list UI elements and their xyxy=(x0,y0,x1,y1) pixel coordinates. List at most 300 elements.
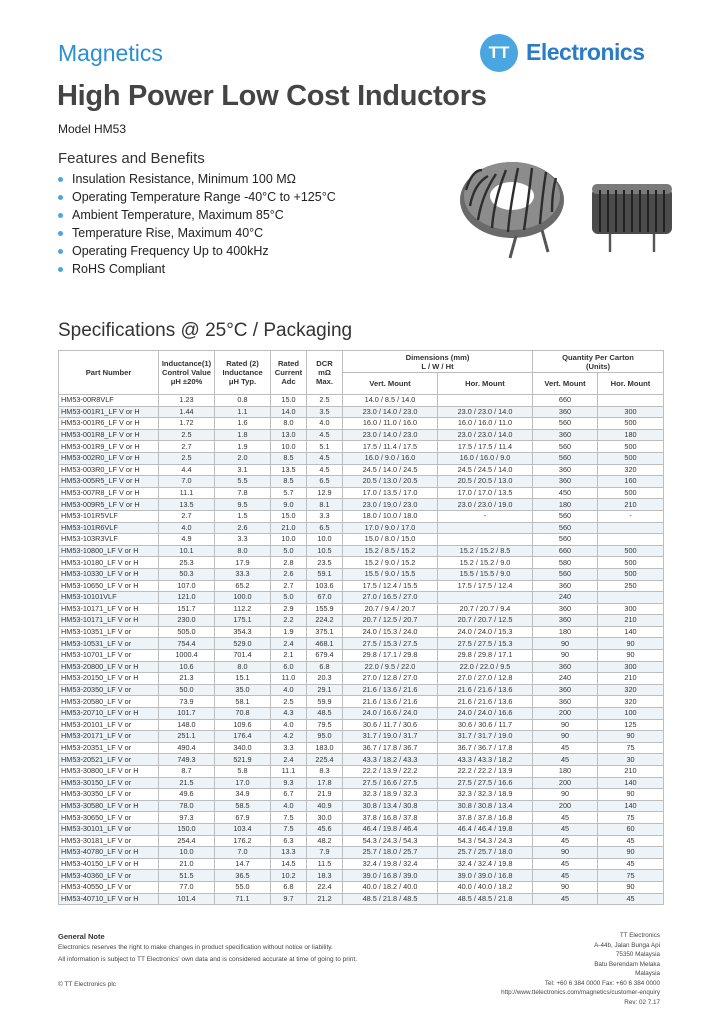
rated-inductance-cell: 2.0 xyxy=(215,452,271,464)
dim-vert-cell: 17.5 / 12.4 / 15.5 xyxy=(343,580,438,592)
qty-vert-cell: 240 xyxy=(533,673,598,685)
rated-inductance-cell: 701.4 xyxy=(215,650,271,662)
rated-inductance-cell: 1.8 xyxy=(215,429,271,441)
dim-vert-cell: 16.0 / 11.0 / 16.0 xyxy=(343,418,438,430)
qty-hor-cell: 500 xyxy=(598,568,664,580)
part-number-cell: HM53-10180_LF V or H xyxy=(59,557,159,569)
inductance-cell: 49.6 xyxy=(159,789,215,801)
dcr-cell: 30.0 xyxy=(307,812,343,824)
dim-hor-cell: 48.5 / 48.5 / 21.8 xyxy=(438,893,533,905)
rated-inductance-cell: 521.9 xyxy=(215,754,271,766)
dim-vert-cell: 24.0 / 16.6 / 24.0 xyxy=(343,708,438,720)
rated-inductance-cell: 58.1 xyxy=(215,696,271,708)
dim-hor-cell: 23.0 / 23.0 / 14.0 xyxy=(438,406,533,418)
address-line: Malaysia xyxy=(635,970,660,977)
bullet-icon xyxy=(58,249,63,254)
qty-hor-cell: 320 xyxy=(598,464,664,476)
part-number-cell: HM53-10531_LF V or xyxy=(59,638,159,650)
rated-current-cell: 2.7 xyxy=(271,580,307,592)
rated-inductance-cell: 5.5 xyxy=(215,476,271,488)
part-number-cell: HM53-30101_LF V or xyxy=(59,823,159,835)
rated-current-cell: 5.7 xyxy=(271,487,307,499)
rated-current-cell: 1.9 xyxy=(271,626,307,638)
table-row xyxy=(59,835,664,847)
part-number-cell: HM53-10171_LF V or H xyxy=(59,603,159,615)
dim-hor-cell: 30.6 / 30.6 / 11.7 xyxy=(438,719,533,731)
spec-table-body xyxy=(59,395,664,905)
inductance-cell: 25.3 xyxy=(159,557,215,569)
inductance-cell: 11.1 xyxy=(159,487,215,499)
dim-hor-cell: 32.4 / 32.4 / 19.8 xyxy=(438,858,533,870)
qty-vert-cell: 45 xyxy=(533,858,598,870)
dim-hor-cell xyxy=(438,522,533,534)
qty-vert-cell: 45 xyxy=(533,870,598,882)
qty-vert-cell: 90 xyxy=(533,789,598,801)
feature-item xyxy=(58,242,336,260)
rated-current-cell: 8.5 xyxy=(271,452,307,464)
address-line: 75350 Malaysia xyxy=(615,951,660,958)
dim-hor-cell xyxy=(438,395,533,407)
part-number-cell: HM53-101R5VLF xyxy=(59,510,159,522)
header-part-number: Part Number xyxy=(59,351,159,395)
rated-inductance-cell: 70.8 xyxy=(215,708,271,720)
part-number-cell: HM53-40780_LF V or H xyxy=(59,847,159,859)
qty-hor-cell: 90 xyxy=(598,881,664,893)
table-row xyxy=(59,452,664,464)
qty-vert-cell: 180 xyxy=(533,499,598,511)
rated-inductance-cell: 55.0 xyxy=(215,881,271,893)
dcr-cell: 18.3 xyxy=(307,870,343,882)
dim-vert-cell: 18.0 / 10.0 / 18.0 xyxy=(343,510,438,522)
qty-hor-cell xyxy=(598,534,664,546)
dim-hor-cell xyxy=(438,534,533,546)
feature-text: RoHS Compliant xyxy=(72,262,166,276)
general-note-text: Electronics reserves the right to make changes in product specification without notice or liability. xyxy=(58,944,333,951)
website-link[interactable]: http://www.ttelectronics.com/magnetics/customer-enquiry xyxy=(501,989,660,996)
dcr-cell: 224.2 xyxy=(307,615,343,627)
table-row xyxy=(59,499,664,511)
table-row xyxy=(59,893,664,905)
table-row xyxy=(59,441,664,453)
inductance-cell: 121.0 xyxy=(159,592,215,604)
rated-inductance-cell: 354.3 xyxy=(215,626,271,638)
qty-vert-cell: 360 xyxy=(533,696,598,708)
part-number-cell: HM53-20521_LF V or xyxy=(59,754,159,766)
dcr-cell: 10.0 xyxy=(307,534,343,546)
dcr-cell: 4.5 xyxy=(307,452,343,464)
address-line: TT Electronics xyxy=(619,932,660,939)
dcr-cell: 468.1 xyxy=(307,638,343,650)
inductance-cell: 2.5 xyxy=(159,452,215,464)
dcr-cell: 4.5 xyxy=(307,429,343,441)
qty-vert-cell: 560 xyxy=(533,441,598,453)
qty-hor-cell: 300 xyxy=(598,661,664,673)
qty-vert-cell: 360 xyxy=(533,603,598,615)
table-row xyxy=(59,673,664,685)
dim-hor-cell: 31.7 / 31.7 / 19.0 xyxy=(438,731,533,743)
qty-vert-cell: 580 xyxy=(533,557,598,569)
qty-hor-cell xyxy=(598,395,664,407)
dim-vert-cell: 25.7 / 18.0 / 25.7 xyxy=(343,847,438,859)
logo-text: Electronics xyxy=(526,39,645,65)
dcr-cell: 29.1 xyxy=(307,684,343,696)
inductance-cell: 21.3 xyxy=(159,673,215,685)
dim-vert-cell: 15.5 / 9.0 / 15.5 xyxy=(343,568,438,580)
rated-inductance-cell: 3.1 xyxy=(215,464,271,476)
inductance-cell: 101.7 xyxy=(159,708,215,720)
dcr-cell: 8.3 xyxy=(307,766,343,778)
inductance-cell: 749.3 xyxy=(159,754,215,766)
bullet-icon xyxy=(58,195,63,200)
inductance-cell: 505.0 xyxy=(159,626,215,638)
part-number-cell: HM53-103R3VLF xyxy=(59,534,159,546)
table-row xyxy=(59,650,664,662)
rated-current-cell: 10.0 xyxy=(271,441,307,453)
feature-item xyxy=(58,170,336,188)
table-row xyxy=(59,615,664,627)
qty-hor-cell: 60 xyxy=(598,823,664,835)
dcr-cell: 155.9 xyxy=(307,603,343,615)
table-row xyxy=(59,731,664,743)
part-number-cell: HM53-009R5_LF V or H xyxy=(59,499,159,511)
qty-vert-cell: 200 xyxy=(533,777,598,789)
table-row xyxy=(59,557,664,569)
part-number-cell: HM53-20350_LF V or xyxy=(59,684,159,696)
feature-text: Insulation Resistance, Minimum 100 MΩ xyxy=(72,172,297,186)
feature-item xyxy=(58,224,336,242)
inductance-cell: 490.4 xyxy=(159,742,215,754)
revision-label: Rev: 02 7.17 xyxy=(624,998,660,1006)
inductance-cell: 50.0 xyxy=(159,684,215,696)
rated-current-cell: 4.0 xyxy=(271,800,307,812)
qty-hor-cell: 160 xyxy=(598,476,664,488)
qty-hor-cell: 140 xyxy=(598,800,664,812)
rated-current-cell: 4.0 xyxy=(271,684,307,696)
qty-vert-cell: 560 xyxy=(533,418,598,430)
rated-inductance-cell: 103.4 xyxy=(215,823,271,835)
rated-current-cell: 6.8 xyxy=(271,881,307,893)
dim-hor-cell: 16.0 / 16.0 / 11.0 xyxy=(438,418,533,430)
rated-current-cell: 11.0 xyxy=(271,673,307,685)
table-row xyxy=(59,626,664,638)
rated-current-cell: 8.0 xyxy=(271,418,307,430)
part-number-cell: HM53-10171_LF V or H xyxy=(59,615,159,627)
rated-current-cell: 13.3 xyxy=(271,847,307,859)
rated-inductance-cell: 0.8 xyxy=(215,395,271,407)
copyright: © TT Electronics plc xyxy=(58,981,117,988)
qty-vert-cell: 45 xyxy=(533,754,598,766)
table-row xyxy=(59,534,664,546)
inductance-cell: 10.6 xyxy=(159,661,215,673)
dim-vert-cell: 17.0 / 9.0 / 17.0 xyxy=(343,522,438,534)
rated-inductance-cell: 15.1 xyxy=(215,673,271,685)
inductance-cell: 10.1 xyxy=(159,545,215,557)
dim-vert-cell: 20.5 / 13.0 / 20.5 xyxy=(343,476,438,488)
rated-inductance-cell: 5.8 xyxy=(215,766,271,778)
dim-hor-cell: 22.2 / 22.2 / 13.9 xyxy=(438,766,533,778)
rated-inductance-cell: 8.0 xyxy=(215,661,271,673)
qty-hor-cell: 320 xyxy=(598,696,664,708)
table-row xyxy=(59,742,664,754)
qty-hor-cell: 320 xyxy=(598,684,664,696)
address-line: Batu Berendam Melaka xyxy=(594,960,660,968)
rated-current-cell: 8.5 xyxy=(271,476,307,488)
part-number-cell: HM53-10101VLF xyxy=(59,592,159,604)
qty-vert-cell: 90 xyxy=(533,650,598,662)
dcr-cell: 6.8 xyxy=(307,661,343,673)
rated-current-cell: 9.0 xyxy=(271,499,307,511)
feature-item xyxy=(58,260,336,278)
rated-current-cell: 11.1 xyxy=(271,766,307,778)
qty-vert-cell: 360 xyxy=(533,684,598,696)
dim-hor-cell: 17.5 / 17.5 / 11.4 xyxy=(438,441,533,453)
qty-hor-cell: 180 xyxy=(598,429,664,441)
header-qty-hor-mount: Hor. Mount xyxy=(598,373,664,395)
qty-vert-cell: 90 xyxy=(533,731,598,743)
rated-inductance-cell: 8.0 xyxy=(215,545,271,557)
inductance-cell: 7.0 xyxy=(159,476,215,488)
dcr-cell: 6.5 xyxy=(307,522,343,534)
part-number-cell: HM53-20171_LF V or xyxy=(59,731,159,743)
dim-vert-cell: 36.7 / 17.8 / 36.7 xyxy=(343,742,438,754)
part-number-cell: HM53-20351_LF V or xyxy=(59,742,159,754)
page-title: High Power Low Cost Inductors xyxy=(57,80,487,112)
dim-vert-cell: 23.0 / 14.0 / 23.0 xyxy=(343,406,438,418)
dim-hor-cell: 54.3 / 54.3 / 24.3 xyxy=(438,835,533,847)
dim-vert-cell: 27.5 / 16.6 / 27.5 xyxy=(343,777,438,789)
dim-vert-cell: 27.0 / 16.5 / 27.0 xyxy=(343,592,438,604)
dim-hor-cell: 21.6 / 21.6 / 13.6 xyxy=(438,696,533,708)
dim-vert-cell: 48.5 / 21.8 / 48.5 xyxy=(343,893,438,905)
inductance-cell: 151.7 xyxy=(159,603,215,615)
dim-vert-cell: 43.3 / 18.2 / 43.3 xyxy=(343,754,438,766)
dcr-cell: 4.5 xyxy=(307,464,343,476)
dim-vert-cell: 40.0 / 18.2 / 40.0 xyxy=(343,881,438,893)
qty-hor-cell: 500 xyxy=(598,452,664,464)
qty-vert-cell: 360 xyxy=(533,476,598,488)
inductance-cell: 1.23 xyxy=(159,395,215,407)
dim-vert-cell: 32.3 / 18.9 / 32.3 xyxy=(343,789,438,801)
qty-hor-cell: 500 xyxy=(598,487,664,499)
qty-hor-cell xyxy=(598,592,664,604)
table-row xyxy=(59,858,664,870)
rated-inductance-cell: 9.5 xyxy=(215,499,271,511)
dcr-cell: 7.9 xyxy=(307,847,343,859)
rated-inductance-cell: 34.9 xyxy=(215,789,271,801)
dcr-cell: 3.5 xyxy=(307,406,343,418)
part-number-cell: HM53-003R0_LF V or H xyxy=(59,464,159,476)
part-number-cell: HM53-10351_LF V or xyxy=(59,626,159,638)
dim-vert-cell: 15.2 / 9.0 / 15.2 xyxy=(343,557,438,569)
qty-hor-cell: 140 xyxy=(598,626,664,638)
qty-vert-cell: 180 xyxy=(533,766,598,778)
qty-hor-cell: 500 xyxy=(598,545,664,557)
feature-item xyxy=(58,188,336,206)
rated-current-cell: 2.5 xyxy=(271,696,307,708)
qty-vert-cell: 360 xyxy=(533,429,598,441)
rated-inductance-cell: 1.1 xyxy=(215,406,271,418)
dim-vert-cell: 17.5 / 11.4 / 17.5 xyxy=(343,441,438,453)
part-number-cell: HM53-10330_LF V or H xyxy=(59,568,159,580)
dim-vert-cell: 17.0 / 13.5 / 17.0 xyxy=(343,487,438,499)
dcr-cell: 59.9 xyxy=(307,696,343,708)
dim-hor-cell: 17.0 / 17.0 / 13.5 xyxy=(438,487,533,499)
qty-hor-cell: 210 xyxy=(598,615,664,627)
qty-hor-cell: 75 xyxy=(598,870,664,882)
specs-heading: Specifications @ 25°C / Packaging xyxy=(58,320,353,341)
dcr-cell: 225.4 xyxy=(307,754,343,766)
inductance-cell: 2.7 xyxy=(159,441,215,453)
part-number-cell: HM53-001R9_LF V or H xyxy=(59,441,159,453)
header-dimensions-label: Dimensions (mm) xyxy=(405,352,470,362)
rated-current-cell: 13.5 xyxy=(271,464,307,476)
qty-vert-cell: 560 xyxy=(533,522,598,534)
part-number-cell: HM53-101R6VLF xyxy=(59,522,159,534)
part-number-cell: HM53-007R8_LF V or H xyxy=(59,487,159,499)
rated-current-cell: 9.3 xyxy=(271,777,307,789)
dcr-cell: 22.4 xyxy=(307,881,343,893)
dcr-cell: 375.1 xyxy=(307,626,343,638)
part-number-cell: HM53-20710_LF V or H xyxy=(59,708,159,720)
header-dcr: DCR mΩ Max. xyxy=(307,351,343,395)
dim-hor-cell: 15.2 / 15.2 / 9.0 xyxy=(438,557,533,569)
part-number-cell: HM53-00R8VLF xyxy=(59,395,159,407)
dcr-cell: 21.2 xyxy=(307,893,343,905)
qty-vert-cell: 90 xyxy=(533,881,598,893)
qty-vert-cell: 660 xyxy=(533,545,598,557)
inductance-cell: 2.5 xyxy=(159,429,215,441)
qty-hor-cell: 210 xyxy=(598,766,664,778)
rated-current-cell: 13.0 xyxy=(271,429,307,441)
dcr-cell: 20.3 xyxy=(307,673,343,685)
table-row xyxy=(59,510,664,522)
dim-hor-cell: 25.7 / 25.7 / 18.0 xyxy=(438,847,533,859)
inductance-cell: 4.0 xyxy=(159,522,215,534)
inductance-cell: 148.0 xyxy=(159,719,215,731)
dim-hor-cell: 24.0 / 24.0 / 15.3 xyxy=(438,626,533,638)
part-number-cell: HM53-40710_LF V or H xyxy=(59,893,159,905)
rated-current-cell: 2.9 xyxy=(271,603,307,615)
rated-inductance-cell: 17.0 xyxy=(215,777,271,789)
part-number-cell: HM53-30150_LF V or xyxy=(59,777,159,789)
dim-vert-cell: 23.0 / 14.0 / 23.0 xyxy=(343,429,438,441)
table-row xyxy=(59,429,664,441)
dim-hor-cell: 37.8 / 37.8 / 16.8 xyxy=(438,812,533,824)
qty-vert-cell: 45 xyxy=(533,835,598,847)
part-number-cell: HM53-10650_LF V or H xyxy=(59,580,159,592)
header-dimensions xyxy=(343,351,533,373)
qty-hor-cell: 210 xyxy=(598,499,664,511)
table-row xyxy=(59,719,664,731)
feature-text: Operating Temperature Range -40°C to +125°C xyxy=(72,190,336,204)
inductance-cell: 4.4 xyxy=(159,464,215,476)
qty-hor-cell: 90 xyxy=(598,847,664,859)
dim-hor-cell: 20.5 / 20.5 / 13.0 xyxy=(438,476,533,488)
features-list xyxy=(58,170,336,278)
dim-hor-cell: 27.5 / 27.5 / 16.6 xyxy=(438,777,533,789)
qty-vert-cell: 450 xyxy=(533,487,598,499)
rated-inductance-cell: 176.2 xyxy=(215,835,271,847)
qty-hor-cell: 210 xyxy=(598,673,664,685)
table-row xyxy=(59,777,664,789)
spec-table xyxy=(58,350,664,905)
part-number-cell: HM53-30580_LF V or H xyxy=(59,800,159,812)
table-row xyxy=(59,708,664,720)
dim-hor-cell: 29.8 / 29.8 / 17.1 xyxy=(438,650,533,662)
qty-vert-cell: 45 xyxy=(533,893,598,905)
rated-inductance-cell: 36.5 xyxy=(215,870,271,882)
dim-vert-cell: 16.0 / 9.0 / 16.0 xyxy=(343,452,438,464)
rated-current-cell: 4.0 xyxy=(271,719,307,731)
feature-text: Ambient Temperature, Maximum 85°C xyxy=(72,208,284,222)
dim-vert-cell: 54.3 / 24.3 / 54.3 xyxy=(343,835,438,847)
qty-hor-cell: 500 xyxy=(598,418,664,430)
dcr-cell: 2.5 xyxy=(307,395,343,407)
table-row xyxy=(59,754,664,766)
table-row xyxy=(59,395,664,407)
qty-hor-cell: 75 xyxy=(598,742,664,754)
part-number-cell: HM53-005R5_LF V or H xyxy=(59,476,159,488)
dcr-cell: 95.0 xyxy=(307,731,343,743)
rated-current-cell: 3.3 xyxy=(271,742,307,754)
table-row xyxy=(59,603,664,615)
inductance-cell: 1.44 xyxy=(159,406,215,418)
qty-hor-cell: 90 xyxy=(598,731,664,743)
dim-vert-cell: 27.5 / 15.3 / 27.5 xyxy=(343,638,438,650)
rated-inductance-cell: 109.6 xyxy=(215,719,271,731)
qty-hor-cell: 30 xyxy=(598,754,664,766)
qty-hor-cell: 75 xyxy=(598,812,664,824)
dim-hor-cell: 39.0 / 39.0 / 16.8 xyxy=(438,870,533,882)
dim-vert-cell: 20.7 / 9.4 / 20.7 xyxy=(343,603,438,615)
qty-vert-cell: 360 xyxy=(533,580,598,592)
table-row xyxy=(59,684,664,696)
qty-hor-cell: 500 xyxy=(598,441,664,453)
dim-hor-cell: 40.0 / 40.0 / 18.2 xyxy=(438,881,533,893)
qty-hor-cell xyxy=(598,522,664,534)
table-row xyxy=(59,881,664,893)
part-number-cell: HM53-30350_LF V or xyxy=(59,789,159,801)
header-quantity xyxy=(533,351,664,373)
dim-vert-cell: 24.0 / 15.3 / 24.0 xyxy=(343,626,438,638)
table-row xyxy=(59,847,664,859)
dcr-cell: 17.8 xyxy=(307,777,343,789)
inductance-cell: 21.0 xyxy=(159,858,215,870)
header-dimensions-sub: L / W / Ht xyxy=(421,361,454,371)
table-row xyxy=(59,766,664,778)
dim-vert-cell: 37.8 / 16.8 / 37.8 xyxy=(343,812,438,824)
inductance-cell: 73.9 xyxy=(159,696,215,708)
rated-inductance-cell: 1.6 xyxy=(215,418,271,430)
dim-vert-cell: 39.0 / 16.8 / 39.0 xyxy=(343,870,438,882)
feature-item xyxy=(58,206,336,224)
dcr-cell: 8.1 xyxy=(307,499,343,511)
qty-hor-cell: 90 xyxy=(598,650,664,662)
dcr-cell: 679.4 xyxy=(307,650,343,662)
part-number-cell: HM53-30800_LF V or H xyxy=(59,766,159,778)
dcr-cell: 183.0 xyxy=(307,742,343,754)
dcr-cell: 67.0 xyxy=(307,592,343,604)
table-row xyxy=(59,592,664,604)
dcr-cell: 3.3 xyxy=(307,510,343,522)
qty-vert-cell: 560 xyxy=(533,510,598,522)
dim-vert-cell: 22.0 / 9.5 / 22.0 xyxy=(343,661,438,673)
header-quantity-label: Quantity Per Carton xyxy=(562,352,634,362)
rated-current-cell: 9.7 xyxy=(271,893,307,905)
inductance-cell: 21.5 xyxy=(159,777,215,789)
part-number-cell: HM53-40150_LF V or H xyxy=(59,858,159,870)
part-number-cell: HM53-20101_LF V or xyxy=(59,719,159,731)
